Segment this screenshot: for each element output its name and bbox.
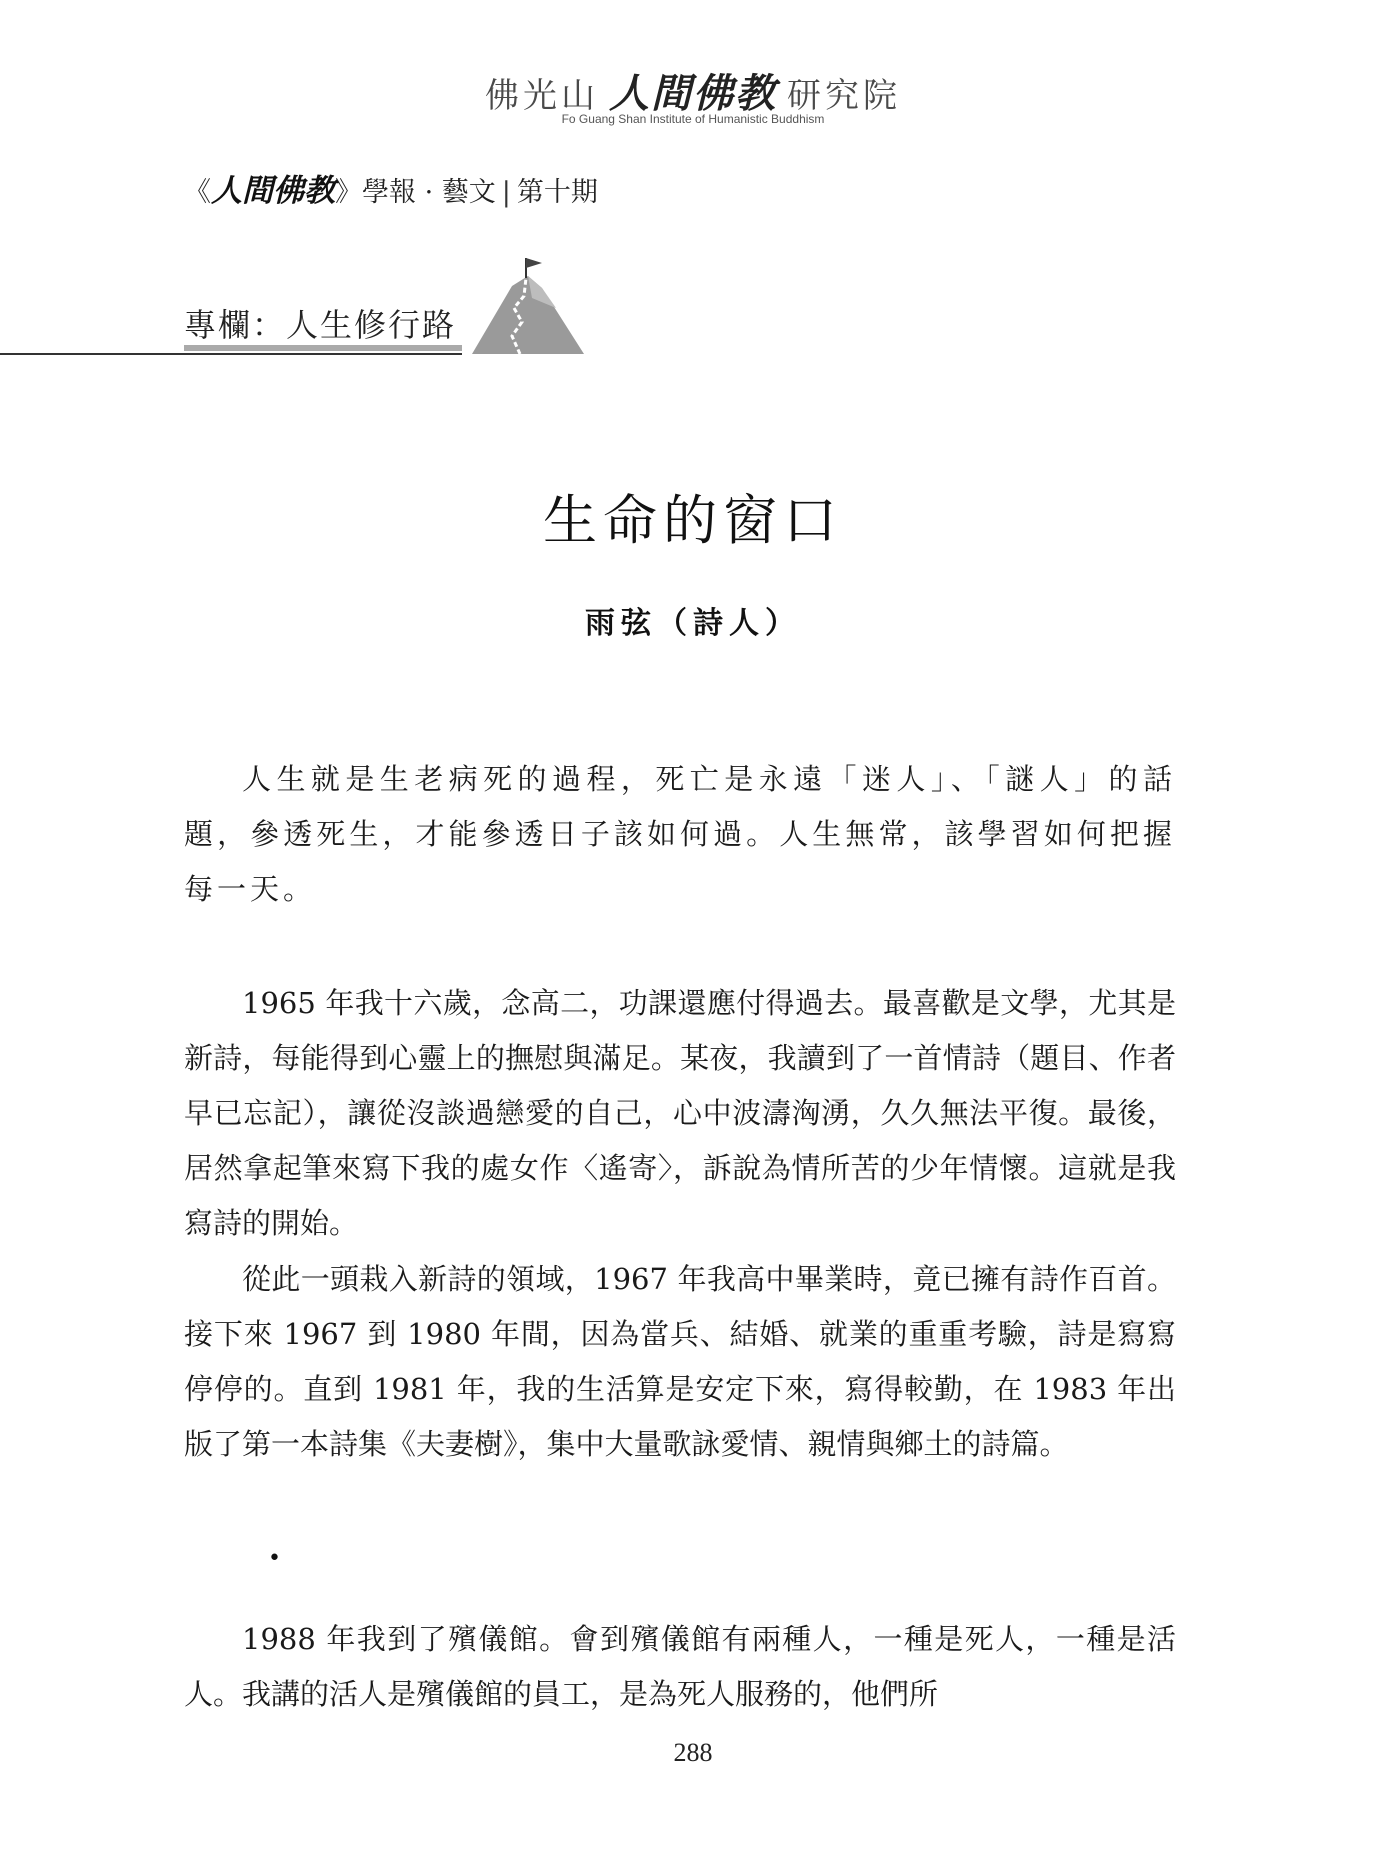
journal-line [184,165,598,210]
institute-english-name: Fo Guang Shan Institute of Humanistic Buddhism [561,112,825,126]
page-number: 288 [673,1738,713,1767]
institute-brand-logo: 人間佛教 [609,71,777,117]
journal-open-bracket: 《 [184,177,211,208]
journal-issue: 第十期 [516,177,598,208]
column-underline-bar [184,345,462,351]
institute-suffix: 研究院 [787,76,901,116]
institute-prefix: 佛光山 [485,76,599,116]
paragraph-1: 人生就是生老病死的過程，死亡是永遠「迷人」、「謎人」的話題，參透死生，才能參透日子該如何過。人生無常，該學習如何把握每一天。 [184,762,1176,906]
article-author: 雨弦（詩人） [585,606,801,641]
column-rule [0,353,462,355]
journal-brand-logo: 人間佛教 [211,173,335,209]
institute-header [0,62,1386,119]
column-label: 專欄：人生修行路 [184,306,457,344]
journal-separator: | [501,177,511,208]
mountain-flag-icon [472,258,584,358]
paragraph-3: 從此一頭栽入新詩的領域，1967 年我高中畢業時，竟已擁有詩作百首。接下來 1967 到 1980 年間，因為當兵、結婚、就業的重重考驗，詩是寫寫停停的。直到 1981 年，我的生活算是安定下來，寫得較勤，在 1983 年出版了第一本詩集《夫妻樹》，集中大量歌詠愛情、親情與鄉土的詩篇。 [184,1262,1176,1461]
paragraph-4: 1988 年我到了殯儀館。會到殯儀館有兩種人，一種是死人，一種是活人。我講的活人是殯儀館的員工，是為死人服務的，他們所 [184,1622,1176,1711]
article-title: 生命的窗口 [543,489,843,552]
paragraph-2: 1965 年我十六歲，念高二，功課還應付得過去。最喜歡是文學，尤其是新詩，每能得到心靈上的撫慰與滿足。某夜，我讀到了一首情詩（題目、作者早已忘記），讓從沒談過戀愛的自己，心中波濤洶湧，久久無法平復。最後，居然拿起筆來寫下我的處女作〈遙寄〉，訴說為情所苦的少年情懷。這就是我寫詩的開始。 [184,986,1176,1240]
section-bullet: • [268,1546,281,1571]
journal-name: 》學報 · 藝文 [335,177,496,208]
